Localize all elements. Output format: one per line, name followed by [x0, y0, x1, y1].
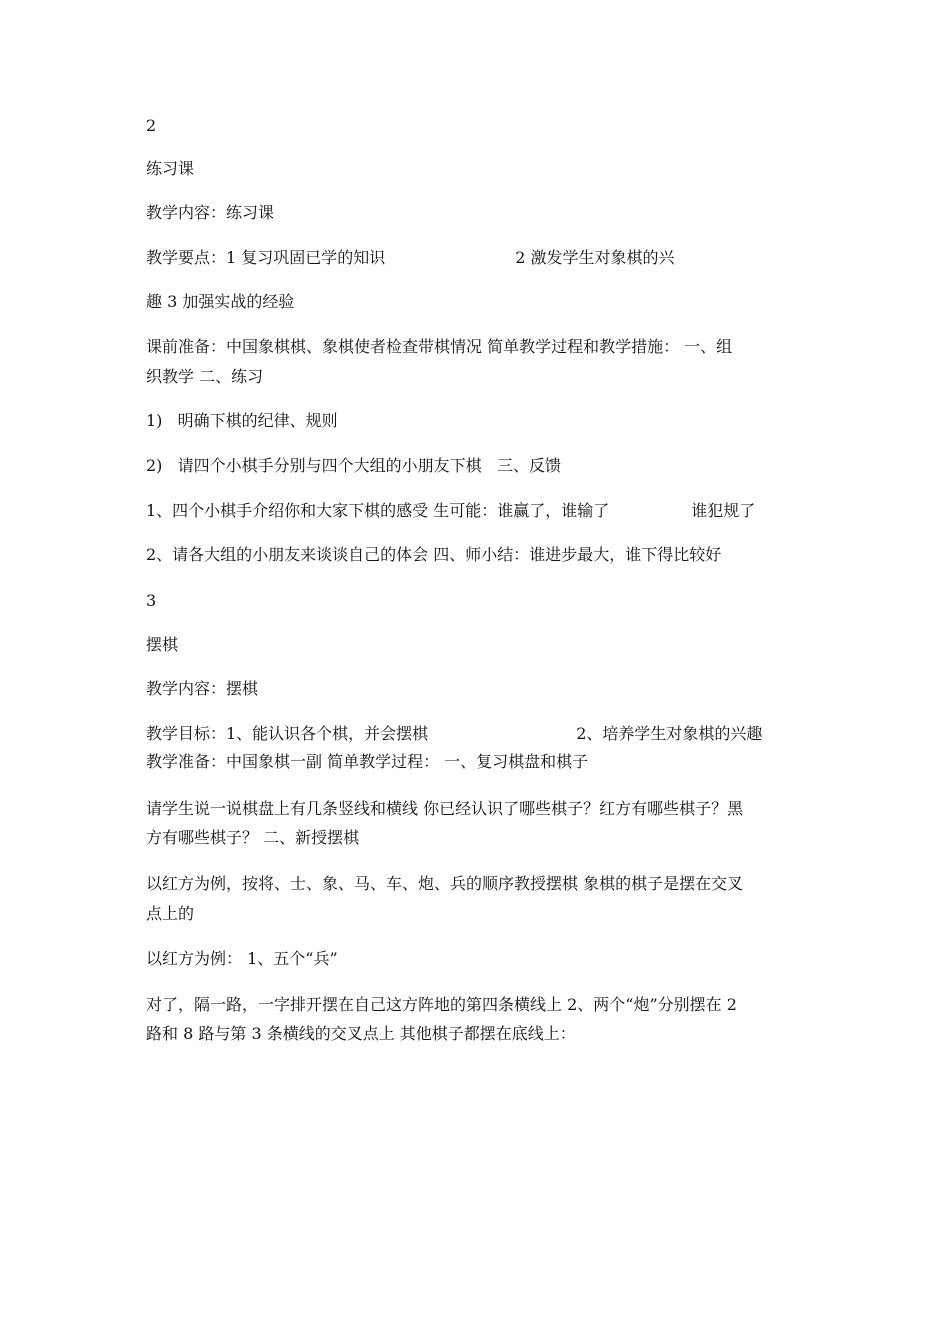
section-number: 3: [146, 591, 157, 610]
keypoints-part-1: 教学要点：1 复习巩固已学的知识: [146, 248, 386, 267]
example-line: 以红方为例： 1、五个“兵”: [146, 949, 338, 968]
teaching-content: 教学内容：摆棋: [146, 679, 259, 698]
question-line-1: 请学生说一说棋盘上有几条竖线和横线 你已经认识了哪些棋子？红方有哪些棋子？黑: [146, 799, 744, 818]
list-item: 2) 请四个小棋手分别与四个大组的小朋友下棋 三、反馈: [146, 456, 561, 475]
placement-line-2: 路和 8 路与第 3 条横线的交叉点上 其他棋子都摆在底线上：: [146, 1024, 576, 1043]
teaching-content: 教学内容：练习课: [146, 203, 275, 222]
teaching-goals: [146, 722, 762, 746]
teaching-preparation: 教学准备：中国象棋一副 简单教学过程： 一、复习棋盘和棋子: [146, 752, 589, 771]
preparation-line-2: 织教学 二、练习: [146, 367, 264, 386]
list-item: 1) 明确下棋的纪律、规则: [146, 411, 338, 430]
section-number: 2: [146, 116, 157, 135]
order-line-1: 以红方为例，按将、士、象、马、车、炮、兵的顺序教授摆棋 象棋的棋子是摆在交叉: [146, 874, 744, 893]
keypoints-continued: 趣 3 加强实战的经验: [146, 292, 295, 311]
preparation-line-1: 课前准备：中国象棋棋、象棋使者检查带棋情况 简单教学过程和教学措施： 一、组: [146, 337, 733, 356]
question-line-2: 方有哪些棋子？ 二、新授摆棋: [146, 828, 360, 847]
teaching-keypoints: [146, 246, 675, 270]
goals-part-1: 教学目标：1、能认识各个棋，并会摆棋: [146, 724, 429, 743]
feedback-line-1: [146, 499, 755, 523]
feedback-part-2: 谁犯规了: [691, 501, 756, 520]
section-title: 练习课: [146, 159, 195, 178]
feedback-line-2: 2、请各大组的小朋友来谈谈自己的体会 四、师小结：谁进步最大，谁下得比较好: [146, 545, 722, 564]
section-title: 摆棋: [146, 635, 179, 654]
feedback-part-1: 1、四个小棋手介绍你和大家下棋的感受 生可能：谁赢了，谁输了: [146, 501, 610, 520]
goals-part-2: 2、培养学生对象棋的兴趣: [576, 724, 763, 743]
placement-line-1: 对了，隔一路，一字排开摆在自己这方阵地的第四条横线上 2、两个“炮”分别摆在 2: [146, 995, 737, 1014]
order-line-2: 点上的: [146, 904, 195, 923]
keypoints-part-2: 2 激发学生对象棋的兴: [515, 248, 675, 267]
